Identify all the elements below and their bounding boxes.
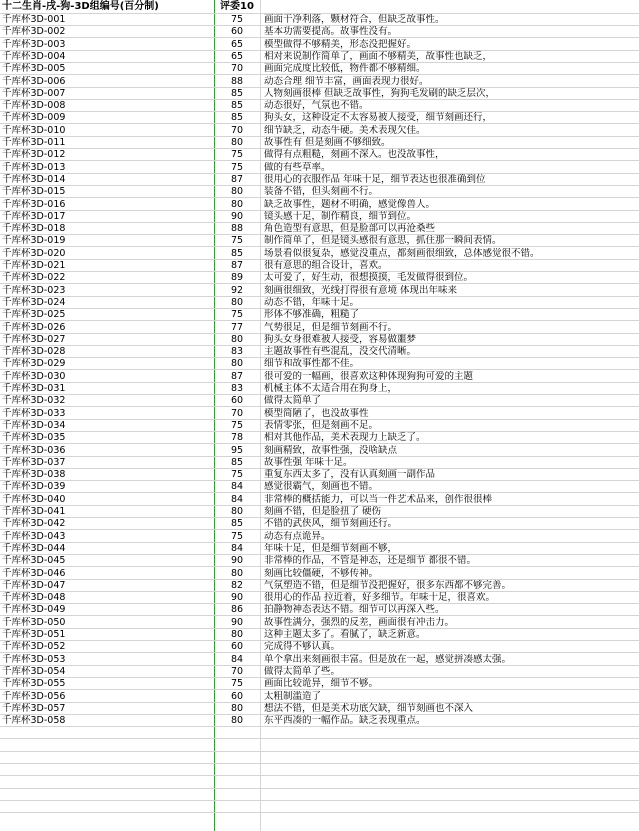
score-cell[interactable]: 80 — [230, 358, 244, 370]
entry-id-cell[interactable]: 千库杯3D-007 — [2, 87, 66, 99]
table-row — [0, 39, 639, 51]
comment-cell[interactable]: 表情零张，但是刻画不足。 — [264, 419, 379, 431]
entry-id-cell[interactable]: 千库杯3D-001 — [2, 14, 66, 25]
score-cell[interactable]: 85 — [230, 87, 244, 99]
score-cell[interactable]: 75 — [230, 678, 244, 690]
entry-id-cell[interactable]: 千库杯3D-033 — [2, 407, 66, 419]
comment-cell[interactable]: 画面比较诡异，细节不够。 — [264, 678, 379, 690]
comment-cell[interactable]: 非常棒的作品，不管是神态，还是细节 都很不错。 — [264, 555, 477, 567]
entry-id-cell[interactable]: 千库杯3D-041 — [2, 506, 66, 517]
comment-cell[interactable]: 细节缺乏，动态牛硬。美术表现欠佳。 — [264, 124, 426, 136]
score-cell[interactable]: 80 — [230, 567, 244, 579]
table-row — [0, 199, 639, 211]
score-cell[interactable]: 65 — [230, 50, 244, 62]
score-cell[interactable]: 80 — [230, 296, 244, 308]
table-row — [0, 592, 639, 604]
entry-id-cell[interactable]: 千库杯3D-030 — [2, 370, 66, 382]
comment-cell[interactable]: 做得太简单了些。 — [264, 665, 341, 677]
table-row — [0, 260, 639, 272]
comment-cell[interactable]: 狗头女，这种设定不太容易被人接受，细节刻画还行， — [264, 112, 493, 124]
comment-cell[interactable]: 狗头女身很难被人接受，容易做噩梦 — [264, 333, 417, 345]
comment-cell[interactable]: 太粗制滥造了 — [264, 690, 322, 702]
comment-cell[interactable]: 基本功需要提高。故事性没有。 — [264, 26, 398, 38]
comment-cell[interactable]: 主题故事性有些混乱，没交代清晰。 — [264, 346, 417, 358]
table-row — [0, 88, 639, 100]
score-cell[interactable]: 75 — [230, 149, 244, 161]
table-row — [0, 248, 639, 260]
comment-cell[interactable]: 镜头感十足，制作精良，细节到位。 — [264, 210, 417, 222]
score-cell[interactable]: 90 — [230, 555, 244, 567]
score-cell[interactable]: 82 — [230, 579, 244, 591]
table-row — [0, 76, 639, 88]
score-cell[interactable]: 65 — [230, 38, 244, 50]
score-cell[interactable]: 88 — [230, 75, 244, 87]
empty-row[interactable] — [0, 752, 639, 764]
comment-cell[interactable]: 太可爱了，好生动，很想摸摸，毛发做得很到位。 — [264, 272, 474, 284]
comment-cell[interactable]: 完成得不够认真。 — [264, 641, 341, 653]
comment-cell[interactable]: 人物刻画很棒 但缺乏故事性，狗狗毛发刷的缺乏层次， — [264, 87, 496, 99]
score-cell[interactable]: 90 — [230, 616, 244, 628]
entry-id-cell[interactable]: 千库杯3D-004 — [2, 50, 66, 62]
table-row — [0, 629, 639, 641]
entry-id-cell[interactable]: 千库杯3D-032 — [2, 395, 66, 407]
comment-cell[interactable]: 故事性满分，强烈的反差，画面很有冲击力。 — [264, 616, 455, 628]
score-cell[interactable]: 83 — [230, 346, 244, 358]
empty-row[interactable] — [0, 789, 639, 801]
entry-id-cell[interactable]: 千库杯3D-028 — [2, 346, 66, 358]
score-cell[interactable]: 75 — [230, 530, 244, 542]
entry-id-cell[interactable]: 千库杯3D-035 — [2, 432, 66, 444]
score-cell[interactable]: 85 — [230, 247, 244, 259]
comment-cell[interactable]: 东平西凑的一幅作品。缺乏表现重点。 — [264, 715, 426, 727]
table-row — [0, 125, 639, 137]
table-row — [0, 285, 639, 297]
entry-id-cell[interactable]: 千库杯3D-049 — [2, 604, 66, 616]
table-row — [0, 703, 639, 715]
comment-cell[interactable]: 故事性有 但是刻画不够细致。 — [264, 137, 391, 148]
score-cell[interactable]: 75 — [230, 14, 244, 25]
comment-cell[interactable]: 很有意思的组合设计，喜欢。 — [264, 260, 388, 271]
entry-id-cell[interactable]: 千库杯3D-047 — [2, 579, 66, 591]
score-cell[interactable]: 80 — [230, 702, 244, 714]
entry-id-cell[interactable]: 千库杯3D-008 — [2, 100, 66, 112]
score-cell[interactable]: 60 — [230, 690, 244, 702]
table-row — [0, 174, 639, 186]
score-cell[interactable]: 75 — [230, 419, 244, 431]
score-cell[interactable]: 75 — [230, 309, 244, 321]
entry-id-cell[interactable]: 千库杯3D-027 — [2, 333, 66, 345]
entry-id-cell[interactable]: 千库杯3D-053 — [2, 653, 66, 665]
table-row — [0, 494, 639, 506]
table-row — [0, 469, 639, 481]
score-cell[interactable]: 85 — [230, 518, 244, 530]
entry-id-cell[interactable]: 千库杯3D-037 — [2, 456, 66, 468]
entry-id-cell[interactable]: 千库杯3D-031 — [2, 383, 66, 394]
comment-cell[interactable]: 想法不错，但是美术功底欠缺，细节刻画也不深入 — [264, 702, 474, 714]
table-row — [0, 26, 639, 38]
table-row — [0, 432, 639, 444]
table-row — [0, 235, 639, 247]
table-row — [0, 162, 639, 174]
table-row — [0, 580, 639, 592]
comment-cell[interactable]: 气势很足，但是细节刻画不行。 — [264, 321, 398, 333]
entry-id-cell[interactable]: 千库杯3D-044 — [2, 542, 66, 554]
score-cell[interactable]: 60 — [230, 26, 244, 38]
table-row — [0, 604, 639, 616]
comment-cell[interactable]: 制作简单了，但是镜头感很有意思，抓住那一瞬间表情。 — [264, 235, 502, 247]
entry-id-cell[interactable]: 千库杯3D-025 — [2, 309, 66, 321]
comment-cell[interactable]: 做得有点粗糙，刻画不深入。也没故事性， — [264, 149, 445, 161]
comment-cell[interactable]: 不错的武侠风，细节刻画还行。 — [264, 518, 398, 530]
table-row — [0, 531, 639, 543]
entry-id-cell[interactable]: 千库杯3D-046 — [2, 567, 66, 579]
score-cell[interactable]: 84 — [230, 653, 244, 665]
score-cell[interactable]: 85 — [230, 456, 244, 468]
table-row — [0, 211, 639, 223]
table-row — [0, 641, 639, 653]
entry-id-cell[interactable]: 千库杯3D-052 — [2, 641, 66, 653]
comment-cell[interactable]: 很用心的衣服作品 年味十足，细节表达也很准确到位 — [264, 173, 486, 185]
table-row — [0, 457, 639, 469]
comment-cell[interactable]: 相对其他作品，美术表现力上缺乏了。 — [264, 432, 426, 444]
comment-cell[interactable]: 刻画很细致，光线打得很有意境 体现出年味来 — [264, 284, 458, 296]
comment-cell[interactable]: 感觉很霸气，刻画也不错。 — [264, 481, 379, 493]
entry-id-cell[interactable]: 千库杯3D-003 — [2, 38, 66, 50]
header-comment-cell[interactable] — [264, 0, 639, 13]
table-row — [0, 186, 639, 198]
table-row — [0, 543, 639, 555]
score-cell[interactable]: 88 — [230, 223, 244, 235]
table-row — [0, 149, 639, 161]
entry-id-cell[interactable]: 千库杯3D-057 — [2, 702, 66, 714]
entry-id-cell[interactable]: 千库杯3D-050 — [2, 616, 66, 628]
score-cell[interactable]: 80 — [230, 506, 244, 517]
score-cell[interactable]: 70 — [230, 407, 244, 419]
entry-id-cell[interactable]: 千库杯3D-002 — [2, 26, 66, 38]
table-row — [0, 654, 639, 666]
comment-cell[interactable]: 模型简陋了，也没故事性 — [264, 407, 369, 419]
table-row — [0, 445, 639, 457]
comment-cell[interactable]: 动态合理 细节丰富，画面表现力很好。 — [264, 75, 429, 87]
comment-cell[interactable]: 做得太简单了 — [264, 395, 322, 407]
comment-cell[interactable]: 画面完成度比较低，物件都不够精细。 — [264, 63, 426, 75]
score-cell[interactable]: 77 — [230, 321, 244, 333]
table-row — [0, 395, 639, 407]
comment-cell[interactable]: 画面干净利落，颗材符合，但缺乏故事性。 — [264, 14, 445, 25]
table-row — [0, 137, 639, 149]
entry-id-cell[interactable]: 千库杯3D-014 — [2, 173, 66, 185]
score-cell[interactable]: 90 — [230, 210, 244, 222]
score-cell[interactable]: 84 — [230, 493, 244, 505]
table-row — [0, 272, 639, 284]
entry-id-cell[interactable]: 千库杯3D-055 — [2, 678, 66, 690]
comment-cell[interactable]: 动态有点诡异。 — [264, 530, 331, 542]
score-cell[interactable]: 60 — [230, 395, 244, 407]
score-cell[interactable]: 90 — [230, 592, 244, 604]
score-cell[interactable]: 83 — [230, 383, 244, 394]
score-cell[interactable]: 80 — [230, 629, 244, 640]
entry-id-cell[interactable]: 千库杯3D-022 — [2, 272, 66, 284]
entry-id-cell[interactable]: 千库杯3D-006 — [2, 75, 66, 87]
score-cell[interactable]: 75 — [230, 235, 244, 247]
comment-cell[interactable]: 角色造型有意思，但是脸部可以再沧桑些 — [264, 223, 436, 235]
comment-cell[interactable]: 做的有些草率。 — [264, 161, 331, 173]
table-row — [0, 481, 639, 493]
table-row — [0, 334, 639, 346]
comment-cell[interactable]: 动态不错，年味十足。 — [264, 296, 360, 308]
table-row — [0, 506, 639, 518]
comment-cell[interactable]: 故事性强 年味十足。 — [264, 456, 353, 468]
comment-cell[interactable]: 很用心的作品 拉近着，好多细节。年味十足，很喜欢。 — [264, 592, 496, 604]
entry-id-cell[interactable]: 千库杯3D-038 — [2, 469, 66, 481]
entry-id-cell[interactable]: 千库杯3D-019 — [2, 235, 66, 247]
entry-id-cell[interactable]: 千库杯3D-058 — [2, 715, 66, 727]
entry-id-cell[interactable]: 千库杯3D-020 — [2, 247, 66, 259]
entry-id-cell[interactable]: 千库杯3D-024 — [2, 296, 66, 308]
entry-id-cell[interactable]: 千库杯3D-039 — [2, 481, 66, 493]
entry-id-cell[interactable]: 千库杯3D-034 — [2, 419, 66, 431]
score-cell[interactable]: 80 — [230, 198, 244, 210]
table-row — [0, 617, 639, 629]
entry-id-cell[interactable]: 千库杯3D-010 — [2, 124, 66, 136]
entry-id-cell[interactable]: 千库杯3D-036 — [2, 444, 66, 456]
comment-cell[interactable]: 动态很好，气氛也不错。 — [264, 100, 369, 112]
score-cell[interactable]: 70 — [230, 665, 244, 677]
score-cell[interactable]: 87 — [230, 260, 244, 271]
comment-cell[interactable]: 缺乏故事性，题材不明确，感觉像兽人。 — [264, 198, 436, 210]
comment-cell[interactable]: 装备不错，但头刻画不行。 — [264, 186, 379, 198]
empty-row[interactable] — [0, 727, 639, 739]
entry-id-cell[interactable]: 千库杯3D-011 — [2, 137, 66, 148]
score-cell[interactable]: 87 — [230, 173, 244, 185]
comment-cell[interactable]: 场景看似很复杂，感觉没重点，都刻画很细致，总体感觉很不错。 — [264, 247, 540, 259]
table-row — [0, 555, 639, 567]
entry-id-cell[interactable]: 千库杯3D-051 — [2, 629, 66, 640]
table-row — [0, 666, 639, 678]
table-row — [0, 383, 639, 395]
score-cell[interactable]: 86 — [230, 604, 244, 616]
header-name-cell[interactable]: 十二生肖-戌-狗-3D组编号(百分制) — [2, 1, 159, 12]
entry-id-cell[interactable]: 千库杯3D-048 — [2, 592, 66, 604]
score-cell[interactable]: 70 — [230, 124, 244, 136]
score-cell[interactable]: 85 — [230, 100, 244, 112]
table-row — [0, 420, 639, 432]
score-cell[interactable]: 85 — [230, 112, 244, 124]
table-row — [0, 568, 639, 580]
comment-cell[interactable]: 这种主题太多了。看腻了，缺乏新意。 — [264, 629, 426, 640]
comment-cell[interactable]: 刻画比较僵硬，不够传神。 — [264, 567, 379, 579]
entry-id-cell[interactable]: 千库杯3D-042 — [2, 518, 66, 530]
entry-id-cell[interactable]: 千库杯3D-054 — [2, 665, 66, 677]
comment-cell[interactable]: 刻画不错，但是脸扭了 硬伤 — [264, 506, 382, 517]
comment-cell[interactable]: 重复东西太多了，没有认真刻画一副作品 — [264, 469, 436, 481]
score-cell[interactable]: 92 — [230, 284, 244, 296]
entry-id-cell[interactable]: 千库杯3D-043 — [2, 530, 66, 542]
score-cell[interactable]: 78 — [230, 432, 244, 444]
entry-id-cell[interactable]: 千库杯3D-023 — [2, 284, 66, 296]
comment-cell[interactable]: 模型做得不够精美，形态没把握好。 — [264, 38, 417, 50]
table-row — [0, 112, 639, 124]
entry-id-cell[interactable]: 千库杯3D-045 — [2, 555, 66, 567]
table-row — [0, 408, 639, 420]
empty-row[interactable] — [0, 740, 639, 752]
entry-id-cell[interactable]: 千库杯3D-017 — [2, 210, 66, 222]
score-cell[interactable]: 80 — [230, 186, 244, 198]
score-cell[interactable]: 87 — [230, 370, 244, 382]
comment-cell[interactable]: 气氛塑造不错，但是细节没把握好，很多东西都不够完善。 — [264, 579, 512, 591]
score-cell[interactable]: 75 — [230, 469, 244, 481]
comment-cell[interactable]: 形体不够准确，粗糙了 — [264, 309, 360, 321]
comment-cell[interactable]: 刻画精致，故事性强，没啥缺点 — [264, 444, 398, 456]
table-row — [0, 691, 639, 703]
comment-cell[interactable]: 非常棒的概括能力，可以当一件艺术品来，创作很很棒 — [264, 493, 493, 505]
entry-id-cell[interactable]: 千库杯3D-009 — [2, 112, 66, 124]
table-row — [0, 358, 639, 370]
entry-id-cell[interactable]: 千库杯3D-029 — [2, 358, 66, 370]
comment-cell[interactable]: 机械主体不太适合用在狗身上， — [264, 383, 398, 394]
table-row — [0, 371, 639, 383]
header-score-cell[interactable]: 评委10 — [220, 1, 254, 12]
entry-id-cell[interactable]: 千库杯3D-016 — [2, 198, 66, 210]
score-cell[interactable]: 75 — [230, 161, 244, 173]
table-row — [0, 518, 639, 530]
score-cell[interactable]: 89 — [230, 272, 244, 284]
entry-id-cell[interactable]: 千库杯3D-026 — [2, 321, 66, 333]
entry-id-cell[interactable]: 千库杯3D-040 — [2, 493, 66, 505]
entry-id-cell[interactable]: 千库杯3D-013 — [2, 161, 66, 173]
table-row — [0, 223, 639, 235]
table-row — [0, 322, 639, 334]
table-row — [0, 297, 639, 309]
header-row — [0, 0, 639, 14]
entry-id-cell[interactable]: 千库杯3D-056 — [2, 690, 66, 702]
entry-id-cell[interactable]: 千库杯3D-012 — [2, 149, 66, 161]
score-cell[interactable]: 80 — [230, 715, 244, 727]
table-row — [0, 715, 639, 727]
comment-cell[interactable]: 很可爱的一幅画，很喜欢这种体现狗狗可爱的主题 — [264, 370, 474, 382]
score-cell[interactable]: 80 — [230, 137, 244, 148]
table-row — [0, 14, 639, 26]
table-row — [0, 309, 639, 321]
empty-row[interactable] — [0, 764, 639, 776]
empty-row[interactable] — [0, 777, 639, 789]
entry-id-cell[interactable]: 千库杯3D-005 — [2, 63, 66, 75]
table-row — [0, 346, 639, 358]
score-cell[interactable]: 84 — [230, 481, 244, 493]
comment-cell[interactable]: 单个拿出来刻画很丰富。但是放在一起，感觉拼凑感太强。 — [264, 653, 512, 665]
comment-cell[interactable]: 拍静物神态表达不错。细节可以再深入些。 — [264, 604, 445, 616]
table-row — [0, 100, 639, 112]
table-row — [0, 51, 639, 63]
entry-id-cell[interactable]: 千库杯3D-021 — [2, 260, 66, 271]
entry-id-cell[interactable]: 千库杯3D-015 — [2, 186, 66, 198]
comment-cell[interactable]: 细节和故事性都不佳。 — [264, 358, 360, 370]
score-cell[interactable]: 95 — [230, 444, 244, 456]
score-cell[interactable]: 60 — [230, 641, 244, 653]
score-cell[interactable]: 80 — [230, 333, 244, 345]
comment-cell[interactable]: 年味十足，但是细节刻画不够， — [264, 542, 398, 554]
empty-row[interactable] — [0, 801, 639, 813]
table-row — [0, 63, 639, 75]
score-cell[interactable]: 70 — [230, 63, 244, 75]
comment-cell[interactable]: 相对来说制作简单了，画面不够精美，故事性也缺乏， — [264, 50, 493, 62]
table-row — [0, 678, 639, 690]
entry-id-cell[interactable]: 千库杯3D-018 — [2, 223, 66, 235]
score-cell[interactable]: 84 — [230, 542, 244, 554]
